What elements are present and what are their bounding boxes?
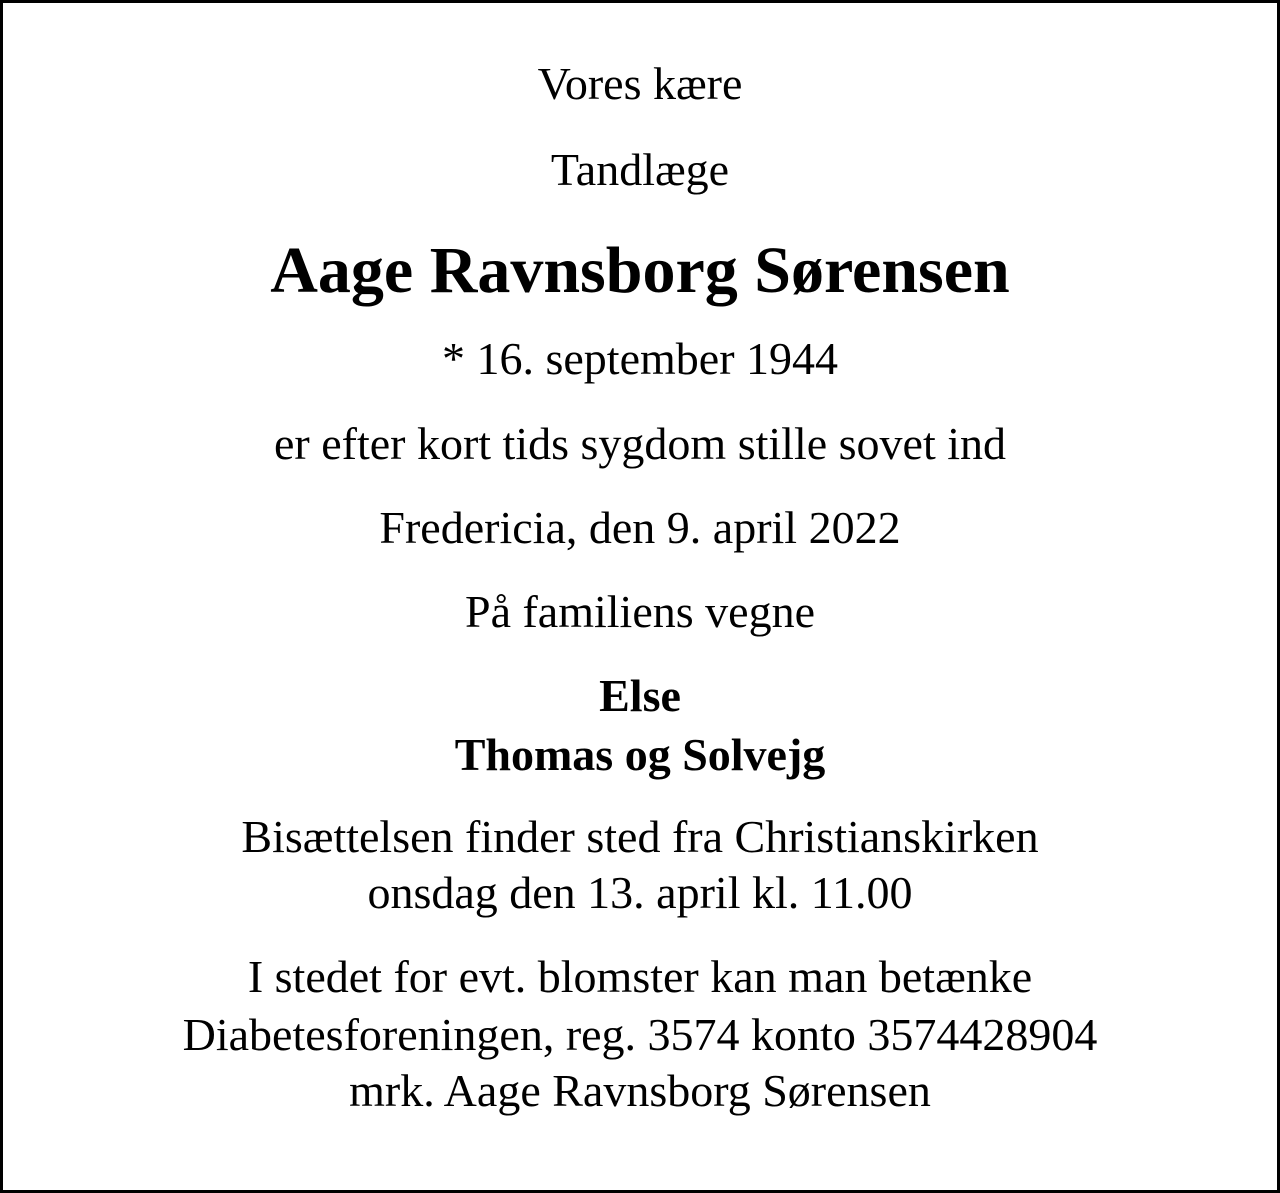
on-behalf-text: På familiens vegne [464,586,815,637]
donation-reference: mrk. Aage Ravnsborg Sørensen [349,1065,931,1116]
birth-date: * 16. september 1944 [441,333,839,384]
donation-note: I stedet for evt. blomster kan man betænke [247,951,1033,1002]
funeral-time: onsdag den 13. april kl. 11.00 [367,867,913,918]
place-and-date: Fredericia, den 9. april 2022 [379,502,901,553]
funeral-location: Bisættelsen finder sted fra Christianskirken [241,811,1039,862]
signer-name: Thomas og Solvejg [454,729,826,780]
signer-name: Else [599,670,681,721]
intro-text: Vores kære [537,58,743,109]
deceased-name: Aage Ravnsborg Sørensen [270,234,1010,307]
profession-title: Tandlæge [550,144,730,195]
donation-account: Diabetesforeningen, reg. 3574 konto 3574428904 [182,1009,1098,1060]
passing-statement: er efter kort tids sygdom stille sovet ind [273,418,1007,469]
